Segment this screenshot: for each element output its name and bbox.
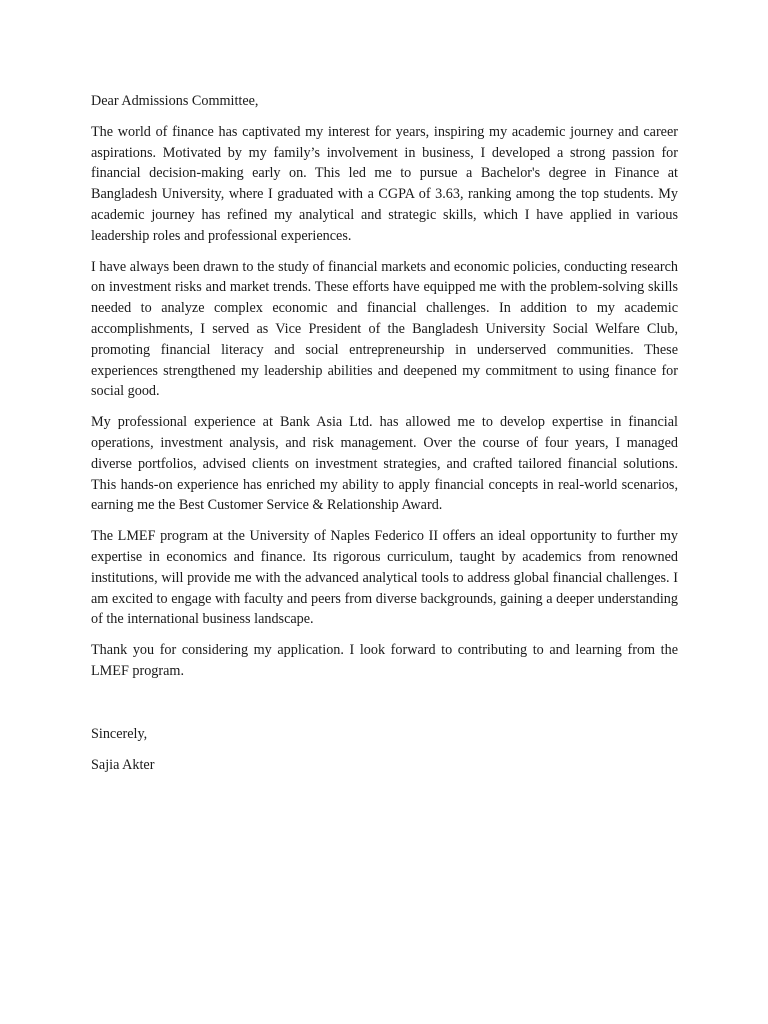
- letter-body: [91, 91, 678, 775]
- salutation: Dear Admissions Committee,: [91, 93, 259, 109]
- closing: Sincerely,: [91, 725, 148, 742]
- signature-name: Sajia Akter: [91, 756, 155, 773]
- paragraph-intro: The world of finance has captivated my interest for years, inspiring my academic journey and career aspirations. Motivated by my family’s involvement in business, I developed a strong passion for financial decision-making early on. This led me to pursue a Bachelor's degree in Finance at Bangladesh University, where I graduated with a CGPA of 3.63, ranking among the top students. My academic journey has refined my analytical and strategic skills, which I have applied in various leadership roles and professional experiences.: [91, 123, 678, 244]
- paragraph-research: I have always been drawn to the study of financial markets and economic policies, conducting research on investment risks and market trends. These efforts have equipped me with the problem-solving skills needed to analyze complex economic and financial challenges. In addition to my academic accomplishments, I served as Vice President of the Bangladesh University Social Welfare Club, promoting financial literacy and social entrepreneurship in underserved communities. These experiences strengthened my leadership abilities and deepened my commitment to using finance for social good.: [91, 258, 678, 400]
- paragraph-professional: My professional experience at Bank Asia Ltd. has allowed me to develop expertise in financial operations, investment analysis, and risk management. Over the course of four years, I managed diverse portfolios, advised clients on investment strategies, and crafted tailored financial solutions. This hands-on experience has enriched my ability to apply financial concepts in real-world scenarios, earning me the Best Customer Service & Relationship Award.: [91, 414, 678, 514]
- paragraph-thanks: Thank you for considering my application. I look forward to contributing to and learning from the LMEF program.: [91, 642, 678, 679]
- paragraph-program: The LMEF program at the University of Naples Federico II offers an ideal opportunity to further my expertise in economics and finance. Its rigorous curriculum, taught by academics from renowned institutions, will provide me with the advanced analytical tools to address global financial challenges. I am excited to engage with faculty and peers from diverse backgrounds, gaining a deeper understanding of the international business landscape.: [91, 528, 678, 628]
